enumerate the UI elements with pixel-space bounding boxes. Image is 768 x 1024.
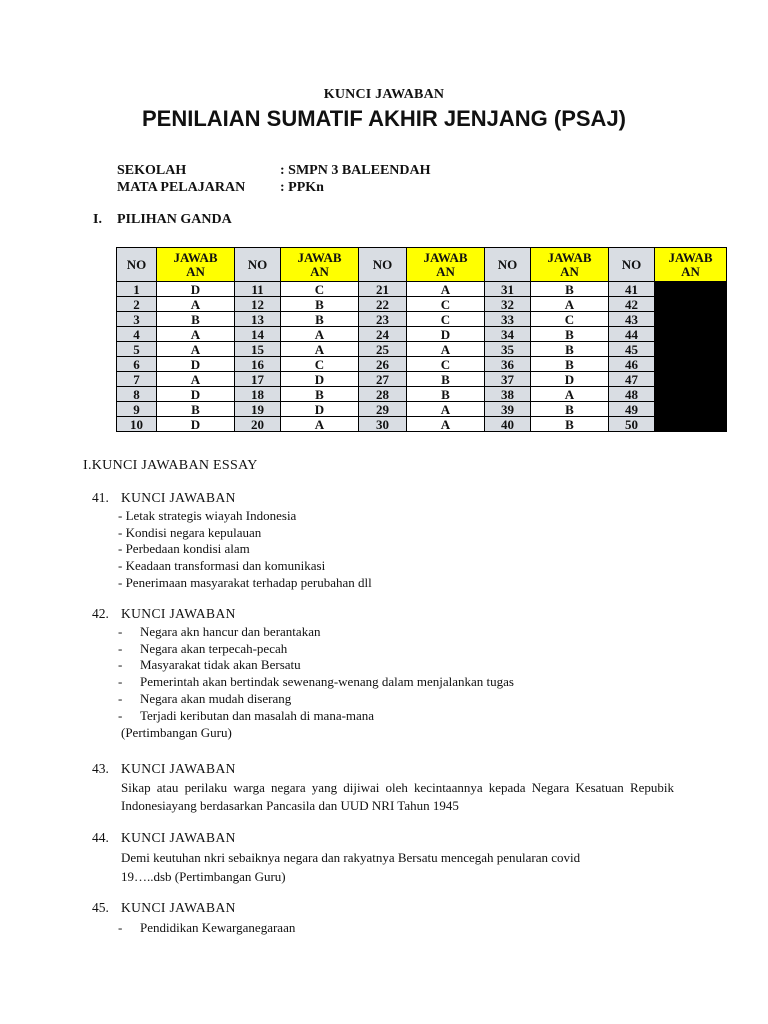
question-number-cell: 37 — [485, 372, 531, 387]
answer-cell: B — [531, 282, 609, 297]
question-number-cell: 48 — [609, 387, 655, 402]
question-number-cell: 34 — [485, 327, 531, 342]
question-number-cell: 12 — [235, 297, 281, 312]
essay-question-42 — [0, 606, 768, 624]
answer-cell: A — [531, 297, 609, 312]
table-row — [117, 417, 727, 432]
table-row — [117, 357, 727, 372]
answer-cell: B — [281, 387, 359, 402]
question-number-cell: 33 — [485, 312, 531, 327]
blank-answer-cell — [655, 282, 727, 297]
answer-cell: D — [281, 372, 359, 387]
table-row — [117, 312, 727, 327]
answer-cell: D — [157, 357, 235, 372]
essay-question-45 — [0, 900, 768, 918]
table-row — [117, 282, 727, 297]
question-number-cell: 16 — [235, 357, 281, 372]
answer-cell: C — [407, 312, 485, 327]
question-heading: KUNCI JAWABAN — [121, 606, 236, 621]
question-number-cell: 32 — [485, 297, 531, 312]
blank-answer-cell — [655, 327, 727, 342]
question-number-cell: 30 — [359, 417, 407, 432]
question-number-cell: 42 — [609, 297, 655, 312]
answer-cell: A — [157, 327, 235, 342]
question-number-cell: 44 — [609, 327, 655, 342]
question-number-cell: 40 — [485, 417, 531, 432]
question-number: 44. — [92, 830, 109, 845]
question-number-cell: 17 — [235, 372, 281, 387]
blank-answer-cell — [655, 372, 727, 387]
question-number-cell: 8 — [117, 387, 157, 402]
question-number-cell: 13 — [235, 312, 281, 327]
answer-line: - Letak strategis wiayah Indonesia — [118, 508, 297, 523]
question-number-cell: 18 — [235, 387, 281, 402]
header-no: NO — [235, 248, 281, 282]
answer-cell: A — [157, 342, 235, 357]
blank-answer-cell — [655, 312, 727, 327]
blank-answer-cell — [655, 357, 727, 372]
question-number-cell: 14 — [235, 327, 281, 342]
question-number-cell: 6 — [117, 357, 157, 372]
header-no: NO — [117, 248, 157, 282]
answer-cell: D — [157, 282, 235, 297]
answer-cell: A — [157, 297, 235, 312]
essay-section-title: I.KUNCI JAWABAN ESSAY — [83, 458, 258, 473]
question-number: 42. — [92, 606, 109, 621]
blank-answer-cell — [655, 342, 727, 357]
question-number-cell: 5 — [117, 342, 157, 357]
question-number: 41. — [92, 490, 109, 505]
essay-question-41 — [0, 490, 768, 508]
answer-line: 19…..dsb (Pertimbangan Guru) — [121, 869, 286, 884]
subject-label: MATA PELAJARAN — [117, 180, 246, 195]
question-number-cell: 27 — [359, 372, 407, 387]
teacher-note: (Pertimbangan Guru) — [121, 725, 232, 740]
question-number-cell: 25 — [359, 342, 407, 357]
header-answer: JAWAB AN — [157, 248, 235, 282]
question-number-cell: 24 — [359, 327, 407, 342]
answer-cell: B — [407, 372, 485, 387]
question-number-cell: 36 — [485, 357, 531, 372]
question-number-cell: 2 — [117, 297, 157, 312]
question-number-cell: 19 — [235, 402, 281, 417]
answer-cell: B — [281, 297, 359, 312]
header-no: NO — [485, 248, 531, 282]
blank-answer-cell — [655, 417, 727, 432]
answer-cell: D — [157, 387, 235, 402]
question-number-cell: 35 — [485, 342, 531, 357]
section-number: I. — [93, 212, 102, 227]
answer-line: - Kondisi negara kepulauan — [118, 525, 262, 540]
answer-cell: B — [531, 402, 609, 417]
table-row — [117, 297, 727, 312]
answer-cell: B — [281, 312, 359, 327]
answer-paragraph: Sikap atau perilaku warga negara yang dijiwai oleh kecintaannya kepada Negara Kesatuan Repubik Indonesiayang berdasarkan Pancasila dan UUD NRI Tahun 1945 — [121, 780, 674, 813]
answer-cell: B — [531, 327, 609, 342]
school-label: SEKOLAH — [117, 163, 187, 178]
subject-value: : PPKn — [280, 180, 324, 195]
header-no: NO — [359, 248, 407, 282]
answer-cell: C — [407, 297, 485, 312]
answer-cell: B — [157, 402, 235, 417]
header-no: NO — [609, 248, 655, 282]
table-row — [117, 387, 727, 402]
question-number-cell: 26 — [359, 357, 407, 372]
answer-cell: B — [157, 312, 235, 327]
question-number: 43. — [92, 761, 109, 776]
header-answer: JAWAB AN — [407, 248, 485, 282]
question-heading: KUNCI JAWABAN — [121, 761, 236, 776]
answer-cell: B — [531, 357, 609, 372]
question-number-cell: 15 — [235, 342, 281, 357]
question-number-cell: 22 — [359, 297, 407, 312]
question-number-cell: 31 — [485, 282, 531, 297]
question-number: 45. — [92, 900, 109, 915]
answer-cell: A — [407, 417, 485, 432]
page-title: PENILAIAN SUMATIF AKHIR JENJANG (PSAJ) — [141, 106, 627, 131]
answer-cell: C — [407, 357, 485, 372]
school-value: : SMPN 3 BALEENDAH — [280, 163, 431, 178]
question-heading: KUNCI JAWABAN — [121, 490, 236, 505]
question-number-cell: 46 — [609, 357, 655, 372]
essay-question-43 — [0, 761, 768, 779]
answer-cell: A — [407, 402, 485, 417]
question-number-cell: 10 — [117, 417, 157, 432]
blank-answer-cell — [655, 402, 727, 417]
answer-cell: B — [531, 342, 609, 357]
answer-cell: A — [281, 327, 359, 342]
answer-cell: D — [157, 417, 235, 432]
section-title-text: PILIHAN GANDA — [117, 212, 232, 227]
table-row — [117, 327, 727, 342]
answer-cell: C — [281, 282, 359, 297]
question-number-cell: 1 — [117, 282, 157, 297]
answer-cell: A — [407, 282, 485, 297]
question-number-cell: 41 — [609, 282, 655, 297]
question-number-cell: 47 — [609, 372, 655, 387]
answer-line: - Keadaan transformasi dan komunikasi — [118, 558, 326, 573]
answer-cell: D — [531, 372, 609, 387]
answer-cell: C — [531, 312, 609, 327]
answer-line: - Perbedaan kondisi alam — [118, 541, 250, 556]
table-row — [117, 402, 727, 417]
table-header-row — [117, 248, 727, 282]
school-row — [0, 163, 768, 181]
answer-line: Demi keutuhan nkri sebaiknya negara dan rakyatnya Bersatu mencegah penularan covid — [121, 850, 581, 865]
question-number-cell: 7 — [117, 372, 157, 387]
answer-cell: C — [281, 357, 359, 372]
question-number-cell: 28 — [359, 387, 407, 402]
question-heading: KUNCI JAWABAN — [121, 900, 236, 915]
question-number-cell: 43 — [609, 312, 655, 327]
question-number-cell: 49 — [609, 402, 655, 417]
question-number-cell: 39 — [485, 402, 531, 417]
question-heading: KUNCI JAWABAN — [121, 830, 236, 845]
question-number-cell: 21 — [359, 282, 407, 297]
section-multiple-choice-title — [93, 212, 232, 228]
essay-question-44 — [0, 830, 768, 848]
doc-kicker: KUNCI JAWABAN — [323, 87, 445, 102]
question-number-cell: 23 — [359, 312, 407, 327]
answer-cell: B — [531, 417, 609, 432]
answer-cell: A — [407, 342, 485, 357]
header-answer: JAWAB AN — [531, 248, 609, 282]
answer-cell: A — [157, 372, 235, 387]
question-number-cell: 20 — [235, 417, 281, 432]
answer-cell: D — [407, 327, 485, 342]
blank-answer-cell — [655, 387, 727, 402]
table-row — [117, 372, 727, 387]
header-answer: JAWAB AN — [655, 248, 727, 282]
table-row — [117, 342, 727, 357]
question-number-cell: 3 — [117, 312, 157, 327]
header-answer: JAWAB AN — [281, 248, 359, 282]
subject-row — [0, 180, 768, 198]
blank-answer-cell — [655, 297, 727, 312]
question-number-cell: 11 — [235, 282, 281, 297]
question-number-cell: 4 — [117, 327, 157, 342]
answer-line: - Penerimaan masyarakat terhadap perubahan dll — [118, 575, 372, 590]
answer-cell: A — [281, 417, 359, 432]
answer-cell: A — [281, 342, 359, 357]
question-number-cell: 9 — [117, 402, 157, 417]
question-number-cell: 50 — [609, 417, 655, 432]
answer-cell: A — [531, 387, 609, 402]
question-number-cell: 38 — [485, 387, 531, 402]
question-number-cell: 45 — [609, 342, 655, 357]
answer-key-table — [116, 247, 727, 432]
answer-cell: B — [407, 387, 485, 402]
question-number-cell: 29 — [359, 402, 407, 417]
answer-cell: D — [281, 402, 359, 417]
